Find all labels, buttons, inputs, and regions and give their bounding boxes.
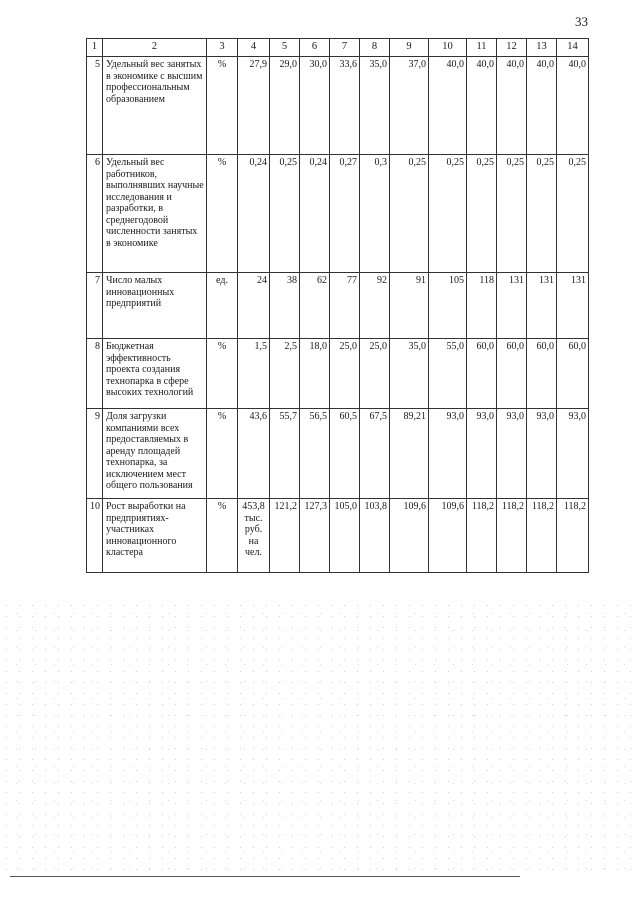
- value-cell: 0,25: [390, 155, 429, 273]
- value-cell: 105: [429, 273, 467, 339]
- value-cell: 55,7: [270, 409, 300, 499]
- value-cell: 93,0: [429, 409, 467, 499]
- scan-noise: [0, 600, 640, 870]
- value-cell: 118,2: [467, 499, 497, 573]
- value-cell: 118: [467, 273, 497, 339]
- value-cell: 118,2: [527, 499, 557, 573]
- header-cell: 9: [390, 39, 429, 57]
- header-cell: 12: [497, 39, 527, 57]
- value-cell: 35,0: [390, 339, 429, 409]
- value-cell: 0,25: [527, 155, 557, 273]
- value-cell: 93,0: [557, 409, 589, 499]
- value-cell: 92: [360, 273, 390, 339]
- value-cell: 62: [300, 273, 330, 339]
- header-cell: 5: [270, 39, 300, 57]
- value-cell: 103,8: [360, 499, 390, 573]
- value-cell: 77: [330, 273, 360, 339]
- value-cell: 40,0: [429, 57, 467, 155]
- row-number: 7: [87, 273, 103, 339]
- row-number: 6: [87, 155, 103, 273]
- table-row: [87, 339, 589, 409]
- value-cell: 56,5: [300, 409, 330, 499]
- value-cell: 118,2: [497, 499, 527, 573]
- header-cell: 10: [429, 39, 467, 57]
- row-number: 9: [87, 409, 103, 499]
- header-cell: 6: [300, 39, 330, 57]
- value-cell: 60,0: [467, 339, 497, 409]
- value-cell: 0,25: [270, 155, 300, 273]
- value-cell: 0,27: [330, 155, 360, 273]
- table-row: [87, 409, 589, 499]
- value-cell: 0,24: [238, 155, 270, 273]
- table-row: [87, 57, 589, 155]
- value-cell: 127,3: [300, 499, 330, 573]
- unit-cell: %: [207, 499, 238, 573]
- value-cell: 93,0: [527, 409, 557, 499]
- value-cell: 60,0: [527, 339, 557, 409]
- unit-cell: %: [207, 57, 238, 155]
- value-cell: 40,0: [467, 57, 497, 155]
- header-cell: 3: [207, 39, 238, 57]
- unit-cell: %: [207, 409, 238, 499]
- value-cell: 105,0: [330, 499, 360, 573]
- value-cell: 0,3: [360, 155, 390, 273]
- header-cell: 11: [467, 39, 497, 57]
- row-number: 8: [87, 339, 103, 409]
- row-number: 10: [87, 499, 103, 573]
- value-cell: 60,0: [557, 339, 589, 409]
- value-cell: 60,0: [497, 339, 527, 409]
- indicator-name: Бюджетная эффективность проекта создания технопарка в сфере высоких технологий: [103, 339, 207, 409]
- value-cell: 67,5: [360, 409, 390, 499]
- value-cell: 109,6: [429, 499, 467, 573]
- indicator-name: Доля загрузки компаниями всех предоставляемых в аренду площадей технопарка, за исключением мест общего пользования: [103, 409, 207, 499]
- header-cell: 2: [103, 39, 207, 57]
- value-cell: 38: [270, 273, 300, 339]
- value-cell: 453,8 тыс. руб. на чел.: [238, 499, 270, 573]
- header-cell: 7: [330, 39, 360, 57]
- header-cell: 8: [360, 39, 390, 57]
- value-cell: 0,25: [497, 155, 527, 273]
- value-cell: 131: [557, 273, 589, 339]
- value-cell: 0,25: [467, 155, 497, 273]
- page-bottom-rule: [10, 876, 520, 877]
- header-cell: 1: [87, 39, 103, 57]
- value-cell: 33,6: [330, 57, 360, 155]
- table-row: [87, 273, 589, 339]
- value-cell: 40,0: [557, 57, 589, 155]
- value-cell: 60,5: [330, 409, 360, 499]
- value-cell: 93,0: [467, 409, 497, 499]
- value-cell: 25,0: [360, 339, 390, 409]
- value-cell: 30,0: [300, 57, 330, 155]
- value-cell: 40,0: [527, 57, 557, 155]
- indicator-name: Удельный вес работников, выполнявших научные исследования и разработки, в среднегодовой численности занятых в экономике: [103, 155, 207, 273]
- value-cell: 0,25: [557, 155, 589, 273]
- header-cell: 14: [557, 39, 589, 57]
- header-cell: 4: [238, 39, 270, 57]
- value-cell: 118,2: [557, 499, 589, 573]
- value-cell: 43,6: [238, 409, 270, 499]
- indicator-name: Рост выработки на предприятиях-участниках инновационного кластера: [103, 499, 207, 573]
- table-row: [87, 499, 589, 573]
- table-header-row: [87, 39, 589, 57]
- table-row: [87, 155, 589, 273]
- value-cell: 55,0: [429, 339, 467, 409]
- value-cell: 93,0: [497, 409, 527, 499]
- value-cell: 89,21: [390, 409, 429, 499]
- value-cell: 91: [390, 273, 429, 339]
- value-cell: 18,0: [300, 339, 330, 409]
- indicator-name: Удельный вес занятых в экономике с высшим профессиональным образованием: [103, 57, 207, 155]
- value-cell: 29,0: [270, 57, 300, 155]
- value-cell: 35,0: [360, 57, 390, 155]
- value-cell: 0,24: [300, 155, 330, 273]
- value-cell: 2,5: [270, 339, 300, 409]
- value-cell: 37,0: [390, 57, 429, 155]
- header-cell: 13: [527, 39, 557, 57]
- value-cell: 0,25: [429, 155, 467, 273]
- value-cell: 1,5: [238, 339, 270, 409]
- unit-cell: %: [207, 339, 238, 409]
- value-cell: 25,0: [330, 339, 360, 409]
- page-number: 33: [575, 14, 588, 29]
- value-cell: 131: [497, 273, 527, 339]
- value-cell: 109,6: [390, 499, 429, 573]
- value-cell: 40,0: [497, 57, 527, 155]
- value-cell: 131: [527, 273, 557, 339]
- unit-cell: %: [207, 155, 238, 273]
- indicator-name: Число малых инновационных предприятий: [103, 273, 207, 339]
- row-number: 5: [87, 57, 103, 155]
- value-cell: 121,2: [270, 499, 300, 573]
- indicators-table: [86, 38, 589, 573]
- value-cell: 27,9: [238, 57, 270, 155]
- unit-cell: ед.: [207, 273, 238, 339]
- value-cell: 24: [238, 273, 270, 339]
